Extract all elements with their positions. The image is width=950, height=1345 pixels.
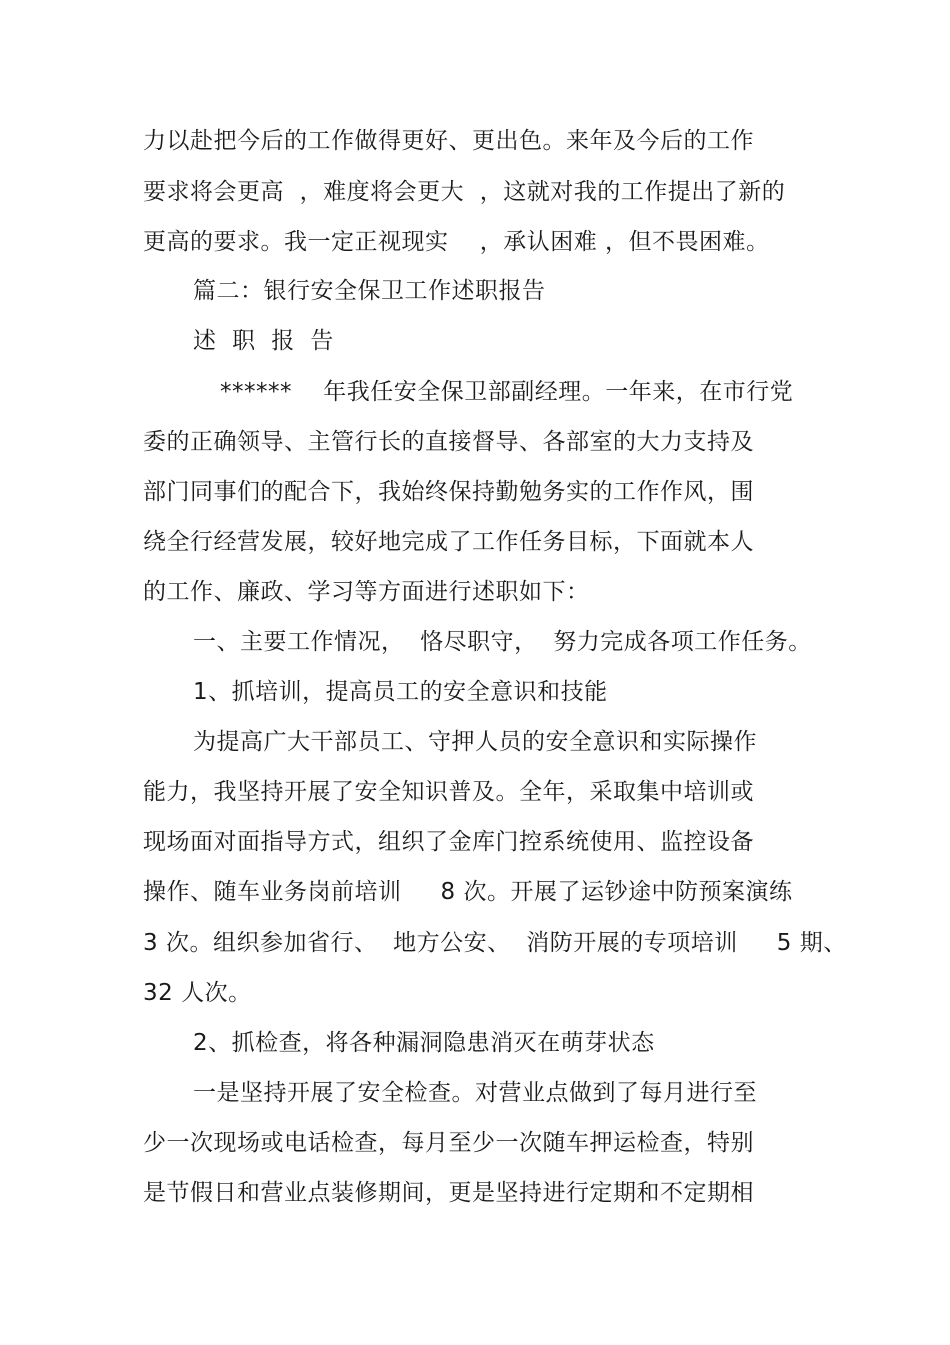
section-heading: 篇二：银行安全保卫工作述职报告 bbox=[193, 278, 546, 304]
body-text-line: 为提高广大干部员工、守押人员的安全意识和实际操作 bbox=[193, 729, 757, 755]
body-text-line: 能力，我坚持开展了安全知识普及。全年，采取集中培训或 bbox=[143, 779, 754, 805]
subsection-heading: 2、抓检查，将各种漏洞隐患消灭在萌芽状态 bbox=[193, 1030, 655, 1056]
body-text-line: 是节假日和营业点装修期间，更是坚持进行定期和不定期相 bbox=[143, 1180, 754, 1206]
body-text-line: 部门同事们的配合下，我始终保持勤勉务实的工作作风，围 bbox=[143, 479, 754, 505]
body-text-line: ****** 年我任安全保卫部副经理。一年来，在市行党 bbox=[220, 379, 794, 405]
body-text-line: 委的正确领导、主管行长的直接督导、各部室的大力支持及 bbox=[143, 429, 754, 455]
body-text-line: 少一次现场或电话检查，每月至少一次随车押运检查，特别 bbox=[143, 1130, 754, 1156]
section-heading: 一、主要工作情况， 恪尽职守， 努力完成各项工作任务。 bbox=[193, 629, 812, 655]
body-text-line: 的工作、廉政、学习等方面进行述职如下： bbox=[143, 579, 590, 605]
body-text-line: 更高的要求。我一定正视现实 ，承认困难 ，但不畏困难。 bbox=[143, 229, 770, 255]
body-text-line: 3 次。组织参加省行、 地方公安、 消防开展的专项培训 5 期、 bbox=[143, 930, 847, 956]
report-title: 述 职 报 告 bbox=[193, 328, 334, 354]
body-text-line: 要求将会更高 ，难度将会更大 ，这就对我的工作提出了新的 bbox=[143, 179, 786, 205]
body-text-line: 力以赴把今后的工作做得更好、更出色。来年及今后的工作 bbox=[143, 128, 754, 154]
body-text-line: 绕全行经营发展，较好地完成了工作任务目标，下面就本人 bbox=[143, 529, 754, 555]
body-text-line: 32 人次。 bbox=[143, 980, 252, 1006]
subsection-heading: 1、抓培训，提高员工的安全意识和技能 bbox=[193, 679, 608, 705]
body-text-line: 操作、随车业务岗前培训 8 次。开展了运钞途中防预案演练 bbox=[143, 879, 793, 905]
body-text-line: 现场面对面指导方式，组织了金库门控系统使用、监控设备 bbox=[143, 829, 754, 855]
body-text-line: 一是坚持开展了安全检查。对营业点做到了每月进行至 bbox=[193, 1080, 757, 1106]
